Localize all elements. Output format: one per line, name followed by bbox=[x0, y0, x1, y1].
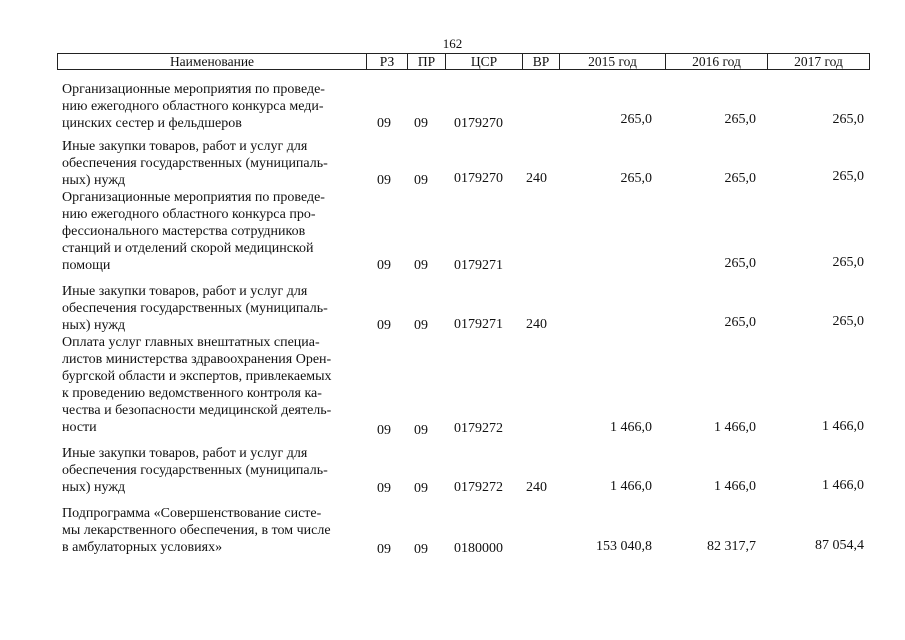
row-2016: 265,0 bbox=[724, 315, 756, 330]
row-2015: 265,0 bbox=[620, 112, 652, 127]
row-csr: 0179270 bbox=[454, 116, 503, 131]
row-name: Иные закупки товаров, работ и услуг для обеспечения государственных (муниципаль- ных) нужд bbox=[62, 284, 328, 333]
row-pr: 09 bbox=[414, 258, 428, 273]
table-header bbox=[57, 53, 870, 70]
row-2015: 1 466,0 bbox=[610, 479, 652, 494]
header-2016: 2016 год bbox=[666, 54, 768, 69]
row-name: Оплата услуг главных внештатных специа- листов министерства здравоохранения Орен- бургской области и экспертов, привлекаемых к проведению ведомственного контроля ка- чества и безопасности медицинской деятель- ности bbox=[62, 335, 332, 435]
row-pr: 09 bbox=[414, 116, 428, 131]
header-pr: ПР bbox=[408, 54, 446, 69]
row-csr: 0179270 bbox=[454, 171, 503, 186]
header-csr: ЦСР bbox=[446, 54, 523, 69]
row-rz: 09 bbox=[377, 116, 391, 131]
row-rz: 09 bbox=[377, 542, 391, 557]
row-pr: 09 bbox=[414, 318, 428, 333]
row-pr: 09 bbox=[414, 423, 428, 438]
row-2015: 265,0 bbox=[620, 171, 652, 186]
table-row bbox=[0, 445, 905, 496]
row-2017: 265,0 bbox=[832, 314, 864, 329]
header-2015: 2015 год bbox=[560, 54, 666, 69]
row-2017: 265,0 bbox=[832, 255, 864, 270]
header-2017: 2017 год bbox=[794, 54, 843, 69]
row-name: Подпрограмма «Совершенствование систе- мы лекарственного обеспечения, в том числе в амбулаторных условиях» bbox=[62, 506, 331, 555]
row-2017: 1 466,0 bbox=[822, 419, 864, 434]
row-rz: 09 bbox=[377, 481, 391, 496]
table-row bbox=[0, 334, 905, 436]
row-rz: 09 bbox=[377, 423, 391, 438]
row-name: Организационные мероприятия по проведе- нию ежегодного областного конкурса про- фессионального мастерства сотрудников станций и отделений скорой медицинской помощи bbox=[62, 190, 325, 273]
page-number: 162 bbox=[442, 36, 463, 51]
row-2016: 82 317,7 bbox=[707, 539, 756, 554]
header-name: Наименование bbox=[58, 54, 367, 69]
row-2015: 1 466,0 bbox=[610, 420, 652, 435]
row-pr: 09 bbox=[414, 542, 428, 557]
table-row bbox=[0, 505, 905, 556]
row-2015: 153 040,8 bbox=[596, 539, 652, 554]
header-rz: РЗ bbox=[367, 54, 408, 69]
table-row bbox=[0, 189, 905, 274]
row-2016: 265,0 bbox=[724, 112, 756, 127]
row-vr: 240 bbox=[526, 171, 547, 186]
row-name: Организационные мероприятия по проведе- нию ежегодного областного конкурса меди- цинских сестер и фельдшеров bbox=[62, 82, 325, 131]
row-rz: 09 bbox=[377, 173, 391, 188]
row-csr: 0179272 bbox=[454, 421, 503, 436]
row-2017: 265,0 bbox=[832, 112, 864, 127]
row-2016: 1 466,0 bbox=[714, 420, 756, 435]
row-2016: 1 466,0 bbox=[714, 479, 756, 494]
row-csr: 0179271 bbox=[454, 317, 503, 332]
row-2017: 1 466,0 bbox=[822, 478, 864, 493]
header-vr: ВР bbox=[523, 54, 560, 69]
row-rz: 09 bbox=[377, 318, 391, 333]
row-2017: 265,0 bbox=[832, 169, 864, 184]
row-csr: 0179271 bbox=[454, 258, 503, 273]
row-2016: 265,0 bbox=[724, 256, 756, 271]
table-row bbox=[0, 81, 905, 132]
row-csr: 0179272 bbox=[454, 480, 503, 495]
row-vr: 240 bbox=[526, 317, 547, 332]
row-2017: 87 054,4 bbox=[815, 538, 864, 553]
row-name: Иные закупки товаров, работ и услуг для обеспечения государственных (муниципаль- ных) нужд bbox=[62, 446, 328, 495]
row-vr: 240 bbox=[526, 480, 547, 495]
table-row bbox=[0, 138, 905, 189]
table-row bbox=[0, 283, 905, 334]
row-csr: 0180000 bbox=[454, 541, 503, 556]
row-name: Иные закупки товаров, работ и услуг для обеспечения государственных (муниципаль- ных) нужд bbox=[62, 139, 328, 188]
row-pr: 09 bbox=[414, 173, 428, 188]
row-2016: 265,0 bbox=[724, 171, 756, 186]
row-pr: 09 bbox=[414, 481, 428, 496]
row-rz: 09 bbox=[377, 258, 391, 273]
